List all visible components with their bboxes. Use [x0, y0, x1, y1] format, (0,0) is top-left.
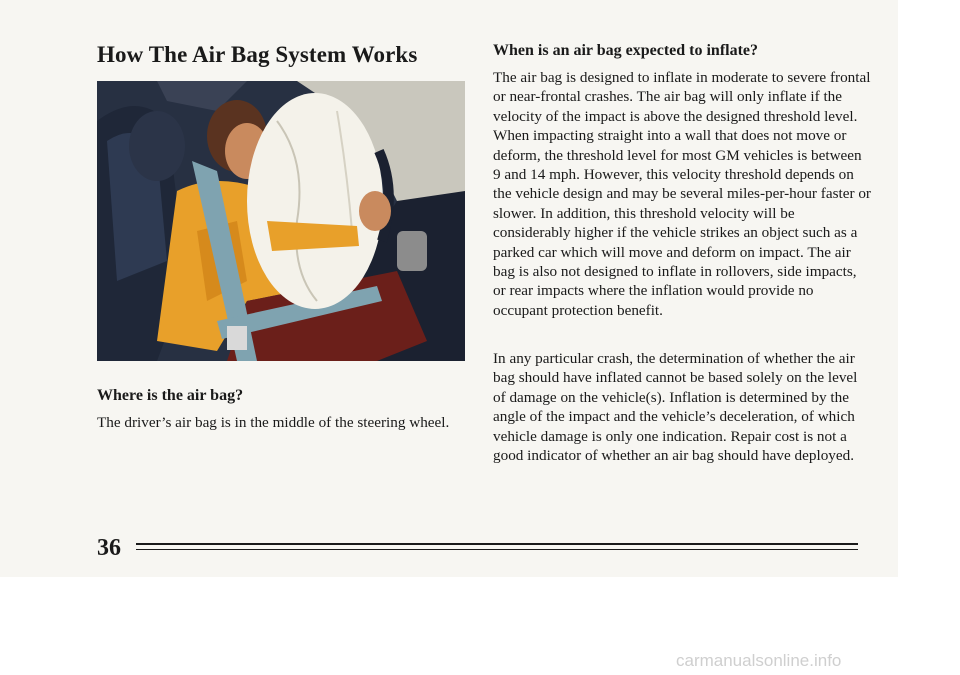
footer-rule-bottom: [136, 549, 858, 550]
air-bag-illustration: [97, 81, 465, 361]
right-paragraph-2: In any particular crash, the determination of whether the air bag should have inflated cannot be based solely on the level of damage on the vehicle(s). Inflation is determined by the angle of the impact and the vehicle’s deceleration, of which vehicle damage is only one indication. Repair cost is not a good indicator of whether an air bag should have deployed.: [493, 350, 858, 465]
footer-rule-top: [136, 543, 858, 545]
page-title: How The Air Bag System Works: [97, 42, 418, 67]
driver-air-bag-drawing: [97, 81, 465, 361]
watermark-text: carmanualsonline.info: [676, 651, 842, 670]
left-paragraph: The driver’s air bag is in the middle of the steering wheel.: [97, 414, 450, 431]
left-subheading: Where is the air bag?: [97, 387, 244, 404]
right-subheading: When is an air bag expected to inflate?: [493, 42, 759, 59]
page-number: 36: [97, 535, 121, 561]
right-paragraph-1: The air bag is designed to inflate in moderate to severe frontal or near-frontal crashes. The air bag will only inflate if the velocity of the impact is above the designed threshold level. When impacting straight into a wall that does not move or deform, the threshold level for most GM vehicles is between 9 and 14 mph. However, this velocity threshold depends on the vehicle design and may be several miles-per-hour faster or slower. In addition, this threshold velocity will be considerably higher if the vehicle strikes an object such as a parked car which will move and deform on impact. The air bag is also not designed to inflate in rollovers, side impacts, or rear impacts where the inflation would provide no occupant protection benefit.: [493, 69, 871, 319]
